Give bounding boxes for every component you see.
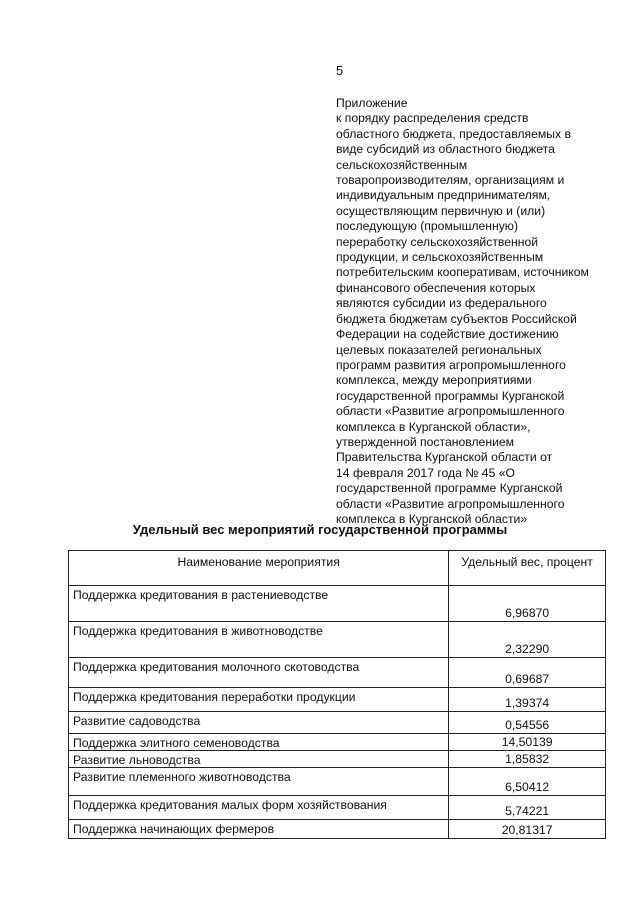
row-name: Поддержка кредитования в растениеводстве: [69, 586, 449, 622]
appendix-line: последующую (промышленную): [336, 219, 518, 234]
row-name: Поддержка элитного семеноводства: [69, 734, 449, 751]
appendix-line: целевых показателей региональных: [336, 342, 542, 357]
header-value: Удельный вес, процент: [449, 551, 606, 586]
appendix-line: комплекса в Курганской области»,: [336, 419, 531, 434]
appendix-line: финансового обеспечения которых: [336, 280, 536, 295]
page-number: 5: [336, 63, 344, 78]
table-row: [69, 622, 606, 658]
appendix-line: являются субсидии из федерального: [336, 296, 547, 311]
appendix-line: Федерации на содействие достижению: [336, 327, 559, 342]
appendix-line: комплекса, между мероприятиями: [336, 373, 532, 388]
table-row: [69, 688, 606, 712]
row-value: 6,96870: [449, 586, 606, 622]
table-row: [69, 734, 606, 751]
row-name: Развитие садоводства: [69, 712, 449, 734]
weights-table: [68, 550, 606, 839]
row-name: Поддержка кредитования молочного скотоводства: [69, 658, 449, 688]
row-value: 0,69687: [449, 658, 606, 688]
table-row: [69, 658, 606, 688]
appendix-line: утвержденной постановлением: [336, 434, 515, 449]
appendix-line: индивидуальным предпринимателям,: [336, 188, 551, 203]
appendix-line: области «Развитие агропромышленного: [336, 404, 565, 419]
appendix-line: государственной программе Курганской: [336, 481, 563, 496]
appendix-line: переработку сельскохозяйственной: [336, 234, 539, 249]
appendix-line: потребительским кооперативам, источником: [336, 265, 589, 280]
appendix-line: области «Развитие агропромышленного: [336, 496, 565, 511]
table-row: [69, 712, 606, 734]
row-name: Поддержка кредитования малых форм хозяйствования: [69, 796, 449, 820]
appendix-line: бюджета бюджетам субъектов Российской: [336, 311, 577, 326]
table-row: [69, 768, 606, 796]
table-row: [69, 820, 606, 839]
table-row: [69, 751, 606, 768]
appendix-line: Приложение: [336, 96, 408, 110]
row-value: 20,81317: [449, 820, 606, 839]
table-title: Удельный вес мероприятий государственной программы: [132, 522, 508, 537]
appendix-line: государственной программы Курганской: [336, 388, 565, 403]
row-value: 14,50139: [449, 734, 606, 751]
row-value: 1,85832: [449, 751, 606, 768]
table-row: [69, 796, 606, 820]
appendix-line: комплекса в Курганской области»: [336, 511, 528, 526]
row-value: 1,39374: [449, 688, 606, 712]
row-name: Развитие племенного животноводства: [69, 768, 449, 796]
row-value: 2,32290: [449, 622, 606, 658]
table-header-row: [69, 551, 606, 586]
table-row: [69, 586, 606, 622]
row-name: Поддержка кредитования в животноводстве: [69, 622, 449, 658]
appendix-line: к порядку распределения средств: [336, 111, 529, 126]
row-value: 0,54556: [449, 712, 606, 734]
row-name: Поддержка начинающих фермеров: [69, 820, 449, 839]
appendix-line: продукции, и сельскохозяйственным: [336, 250, 544, 265]
appendix-line: виде субсидий из областного бюджета: [336, 142, 555, 157]
appendix-line: Правительства Курганской области от: [336, 450, 553, 465]
row-name: Поддержка кредитования переработки продукции: [69, 688, 449, 712]
row-name: Развитие льноводства: [69, 751, 449, 768]
appendix-line: осуществляющим первичную и (или): [336, 203, 546, 218]
appendix-line: программ развития агропромышленного: [336, 357, 566, 372]
appendix-line: сельскохозяйственным: [336, 157, 468, 172]
appendix-line: областного бюджета, предоставляемых в: [336, 126, 571, 141]
appendix-line: 14 февраля 2017 года № 45 «О: [336, 465, 515, 480]
header-name: Наименование мероприятия: [69, 551, 449, 586]
appendix-note: [336, 96, 598, 527]
appendix-line: товаропроизводителям, организациям и: [336, 173, 565, 188]
row-value: 6,50412: [449, 768, 606, 796]
row-value: 5,74221: [449, 796, 606, 820]
